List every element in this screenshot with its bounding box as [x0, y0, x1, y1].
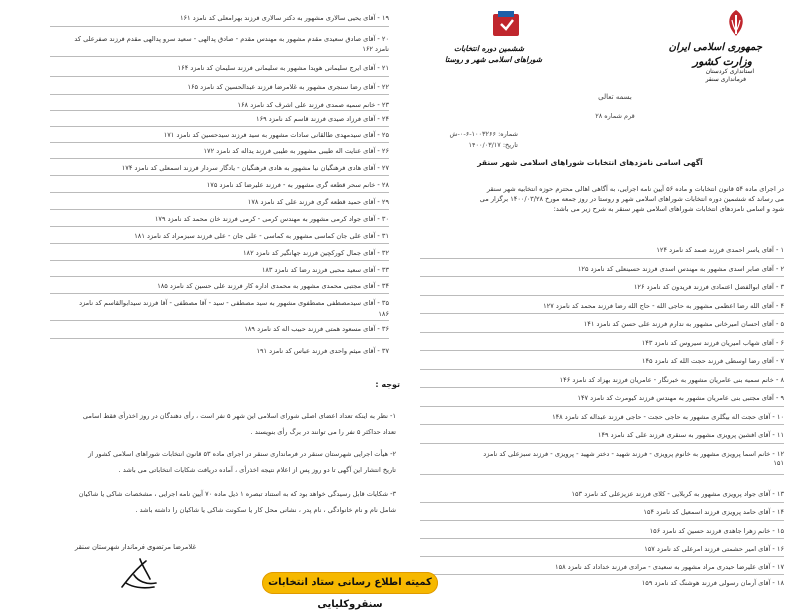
divider	[50, 293, 389, 294]
divider	[50, 338, 389, 339]
divider	[420, 406, 784, 407]
divider	[420, 332, 784, 333]
divider	[420, 538, 784, 539]
candidate-line: ۲۷ - آقای هادی فرهنگیان نیا مشهور به هادی فرهنگیان - یادگار سردار فرزند اسمعلی کد نامزد ۱۷۴	[121, 164, 389, 172]
signatory-name: غلامرضا مرتضوی فرماندار شهرستان سنقر	[74, 543, 196, 551]
candidate-line: ۲۹ - آقای حمید قطعه گری فرزند علی کد نامزد ۱۷۸	[247, 198, 389, 206]
candidate-line: ۱۵ - خانم زهرا جاهدی فرزند حسین کد نامزد ۱۵۶	[649, 527, 784, 535]
divider	[420, 520, 784, 521]
divider	[50, 26, 389, 27]
divider	[420, 313, 784, 314]
candidate-line: ۶ - آقای شهاب امیریان فرزند سیروس کد نامزد ۱۴۳	[641, 339, 784, 347]
candidate-line: ۳۲ - آقای جمال کورکچین فرزند جهانگیر کد نامزد ۱۸۲	[243, 249, 389, 257]
election-line-2: شوراهای اسلامی شهر و روستا	[444, 55, 542, 64]
election-emblem	[489, 8, 523, 38]
handwritten-signature-icon	[116, 553, 160, 593]
note-line: ۳- شکایات قابل رسیدگی خواهد بود که به استناد تبصره ۱ ذیل ماده ۷۰ آیین نامه اجرایی ، مشخصات شاکی یا شاکیان	[78, 490, 396, 498]
bismillah: بسمه تعالی	[598, 93, 632, 101]
note-line: ۱- نظر به اینکه تعداد اعضای اصلی شورای اسلامی این شهر ۵ نفر است ، رأی دهندگان در روز اخذرأی فقط اسامی	[82, 412, 396, 420]
candidate-line: ۳ - آقای ابوالفضل اعتمادی فرزند فریدون کد نامزد ۱۲۶	[633, 283, 784, 291]
divider	[420, 574, 784, 575]
divider	[50, 192, 389, 193]
notes-title: توجه :	[375, 380, 400, 389]
candidate-line: ۱۱ - آقای افشین پرویزی مشهور به سنقری فرزند علی کد نامزد ۱۴۹	[597, 431, 784, 439]
candidate-line: ۲۴ - آقای فرزاد صیدی فرزند قاسم کد نامزد ۱۶۹	[256, 115, 389, 123]
ministry-emblem	[722, 8, 750, 38]
candidate-line: ۱۳ - آقای جواد پرویزی مشهور به کربلایی - کلای فرزند عزیزعلی کد نامزد ۱۵۳	[571, 490, 784, 498]
candidate-line: ۱ - آقای یاسر احمدی فرزند صمد کد نامزد ۱۲۴	[656, 246, 784, 254]
divider	[50, 226, 389, 227]
candidate-line: ۳۴ - آقای مجتبی محمدی مشهور به محمدی اداره کار فرزند علی حسین کد نامزد ۱۸۵	[157, 282, 389, 290]
candidate-line: ۳۵ - آقای سیدمصطفی مصطفوی مشهور به سید مصطفی - سید - آقا مصطفی - آقا فرزند سیدابوالقاسم کد نامزد	[79, 299, 389, 307]
note-line: شامل نام و نام خانوادگی ، نام پدر ، نشانی محل کار یا سکونت شاکی یا شاکیان را داشته باشد .	[135, 506, 396, 514]
divider	[420, 443, 784, 444]
candidate-line: ۲۳ - خانم سمیه صمدی فرزند علی اشرف کد نامزد ۱۶۸	[237, 101, 389, 109]
note-line: تعداد حداکثر ۵ نفر را می توانند در برگ رأی بنویسند .	[250, 428, 396, 436]
candidate-line: ۲۲ - آقای رضا سنجری مشهور به غلامرضا فرزند عبدالحسین کد نامزد ۱۶۵	[187, 83, 389, 91]
divider	[420, 556, 784, 557]
candidate-line: ۳۰ - آقای جواد کرمی مشهور به مهندس کرمی - کرمی فرزند خان محمد کد نامزد ۱۷۹	[154, 215, 389, 223]
doc-number: قرم شماره ۲۸	[595, 112, 635, 120]
org-line-ministry: وزارت کشور	[692, 55, 752, 68]
divider	[50, 56, 389, 57]
divider	[50, 209, 389, 210]
candidate-line: ۸ - خانم سمیه بنی عامریان مشهور به خبرنگار - عامریان فرزند بهزاد کد نامزد ۱۴۶	[559, 376, 784, 384]
divider	[420, 276, 784, 277]
candidate-line: ۳۶ - آقای مسعود همتی فرزند حبیب اله کد نامزد ۱۸۹	[244, 325, 389, 333]
candidate-line: ۱۴ - آقای حامد پرویزی فرزند اسمعیل کد نامزد ۱۵۴	[643, 508, 784, 516]
divider	[50, 276, 389, 277]
committee-banner: کمیته اطلاع رسانی ستاد انتخابات سنقروکلیایی	[262, 572, 438, 594]
divider	[50, 175, 389, 176]
candidate-line: ۳۳ - آقای سعید محبی فرزند رضا کد نامزد ۱۸۳	[261, 266, 389, 274]
note-line: تاریخ انتشار این آگهی تا دو روز پس از اعلام نتیجه اخذرأی ، آماده دریافت شکایات انتخاباتی می باشد .	[118, 466, 396, 474]
divider	[50, 320, 389, 321]
announcement-title: آگهی اسامی نامزدهای انتخابات شوراهای اسلامی شهر سنقر	[477, 158, 703, 167]
candidate-line: ۳۱ - آقای علی جان کماسی مشهور به کماسی - علی جان - علی فرزند سبزمراد کد نامزد ۱۸۱	[134, 232, 389, 240]
divider	[420, 350, 784, 351]
divider	[420, 258, 784, 259]
intro-line: در اجرای ماده ۵۴ قانون انتخابات و ماده ۵۶ آیین نامه اجرایی، به آگاهی اهالی محترم حوزه انتخابیه شهر سنقر	[486, 185, 784, 193]
divider	[420, 387, 784, 388]
divider	[420, 369, 784, 370]
divider	[420, 502, 784, 503]
divider	[420, 424, 784, 425]
candidate-line: ۱۵۱	[773, 459, 784, 467]
candidate-line: ۱۸ - آقای آرمان رسولی فرزند هوشنگ کد نامزد ۱۵۹	[641, 579, 784, 587]
candidate-line: ۱۸۶	[378, 310, 389, 318]
org-line-province: استانداری کردستان	[705, 68, 754, 75]
election-logo-icon	[489, 8, 523, 38]
divider	[50, 94, 389, 95]
divider	[420, 295, 784, 296]
candidate-list-right	[410, 246, 790, 586]
candidate-line: ۵ - آقای احسان امیرخانی مشهور به ندارم فرزند علی حسن کد نامزد ۱۴۱	[583, 320, 784, 328]
candidate-line: ۱۹ - آقای یحیی سالاری مشهور به دکتر سالاری فرزند بهرامعلی کد نامزد ۱۶۱	[179, 14, 389, 22]
candidate-line: ۲۱ - آقای ایرج سلیمانی هویدا مشهور به سلیمانی فرزند سلیمان کد نامزد ۱۶۴	[177, 64, 389, 72]
iran-emblem-icon	[722, 8, 750, 38]
letter-date: تاریخ: ۱۴۰۰/۰۳/۱۷	[468, 141, 518, 149]
candidate-line: ۲۵ - آقای سیدمهدی طالقانی سادات مشهور به سید فرزند سیدحسین کد نامزد ۱۷۱	[163, 131, 389, 139]
candidate-line: ۲۶ - آقای عنایت اله طیبی مشهور به طیبی فرزند یداله کد نامزد ۱۷۲	[203, 147, 389, 155]
candidate-line: ۲۰ - آقای صادق سعیدی مقدم مشهور به مهندس مقدم - صادق پدالهی - سعید سرو پدالهی مقدم فرزند صفرعلی کد	[74, 35, 389, 43]
candidate-line: ۲۸ - خانم سحر قطعه گری مشهور به - فرزند علیرضا کد نامزد ۱۷۵	[206, 181, 389, 189]
signature-mark	[116, 553, 160, 593]
candidate-line: نامزد ۱۶۲	[362, 45, 389, 53]
candidate-list-left	[10, 14, 395, 364]
divider	[50, 243, 389, 244]
candidate-line: ۴ - آقای الله رضا اعظمی مشهور به حاجی الله - حاج الله رضا فرزند محمد کد نامزد ۱۲۷	[543, 302, 784, 310]
candidate-line: ۷ - آقای رضا اوسطی فرزند حجت الله کد نامزد ۱۴۵	[641, 357, 784, 365]
candidate-line: ۱۶ - آقای امیر حشمتی فرزند امرعلی کد نامزد ۱۵۷	[644, 545, 784, 553]
candidate-line: ۹ - آقای مجتبی بنی عامریان مشهور به مهندس فرزند کیومرث کد نامزد ۱۴۷	[577, 394, 784, 402]
intro-line: می رساند که ششمین دوره انتخابات شوراهای اسلامی شهر و روستا در روز جمعه مورخ ۱۴۰۰/۰۳/۲۸ برگزار می	[479, 195, 784, 203]
org-line-governorate: فرمانداری سنقر	[705, 76, 746, 83]
candidate-line: ۱۷ - آقای علیرضا حیدری مراد مشهور به سعیدی - مرادی فرزند خداداد کد نامزد ۱۵۸	[555, 563, 784, 571]
note-line: ۲- هیأت اجرایی شهرستان سنقر در فرمانداری سنقر در اجرای ماده ۵۳ قانون انتخابات شوراهای اسلامی کشور از	[88, 450, 396, 458]
divider	[50, 126, 389, 127]
election-line-1: ششمین دوره انتخابات	[453, 44, 524, 53]
divider	[50, 260, 389, 261]
candidate-line: ۱۲ - خانم اسما پرویزی مشهور به خانوم پرویزی - فرزند شهید - دختر شهید - پرویزی - فرزند سبزعلی کد نامزد	[483, 450, 784, 458]
candidate-line: ۲ - آقای صابر اسدی مشهور به مهندس اسدی فرزند حسینعلی کد نامزد ۱۲۵	[577, 265, 784, 273]
org-line-republic: جمهوری اسلامی ایران	[668, 42, 762, 53]
intro-line: شود و اسامی نامزدهای انتخابات شوراهای اسلامی شهر سنقر به شرح زیر می باشد:	[553, 205, 784, 213]
divider	[50, 110, 389, 111]
divider	[50, 76, 389, 77]
divider	[50, 158, 389, 159]
letter-number: شماره: ۱۰۰۳۲۶۶-۶-۰-ش	[449, 130, 518, 138]
divider	[50, 142, 389, 143]
divider	[420, 474, 784, 475]
candidate-line: ۱۰ - آقای حجت اله بیگلری مشهور به حاجی حجت - حاجی فرزند عبداله کد نامزد ۱۴۸	[552, 413, 784, 421]
candidate-line: ۳۷ - آقای میثم واحدی فرزند عباس کد نامزد ۱۹۱	[256, 347, 389, 355]
